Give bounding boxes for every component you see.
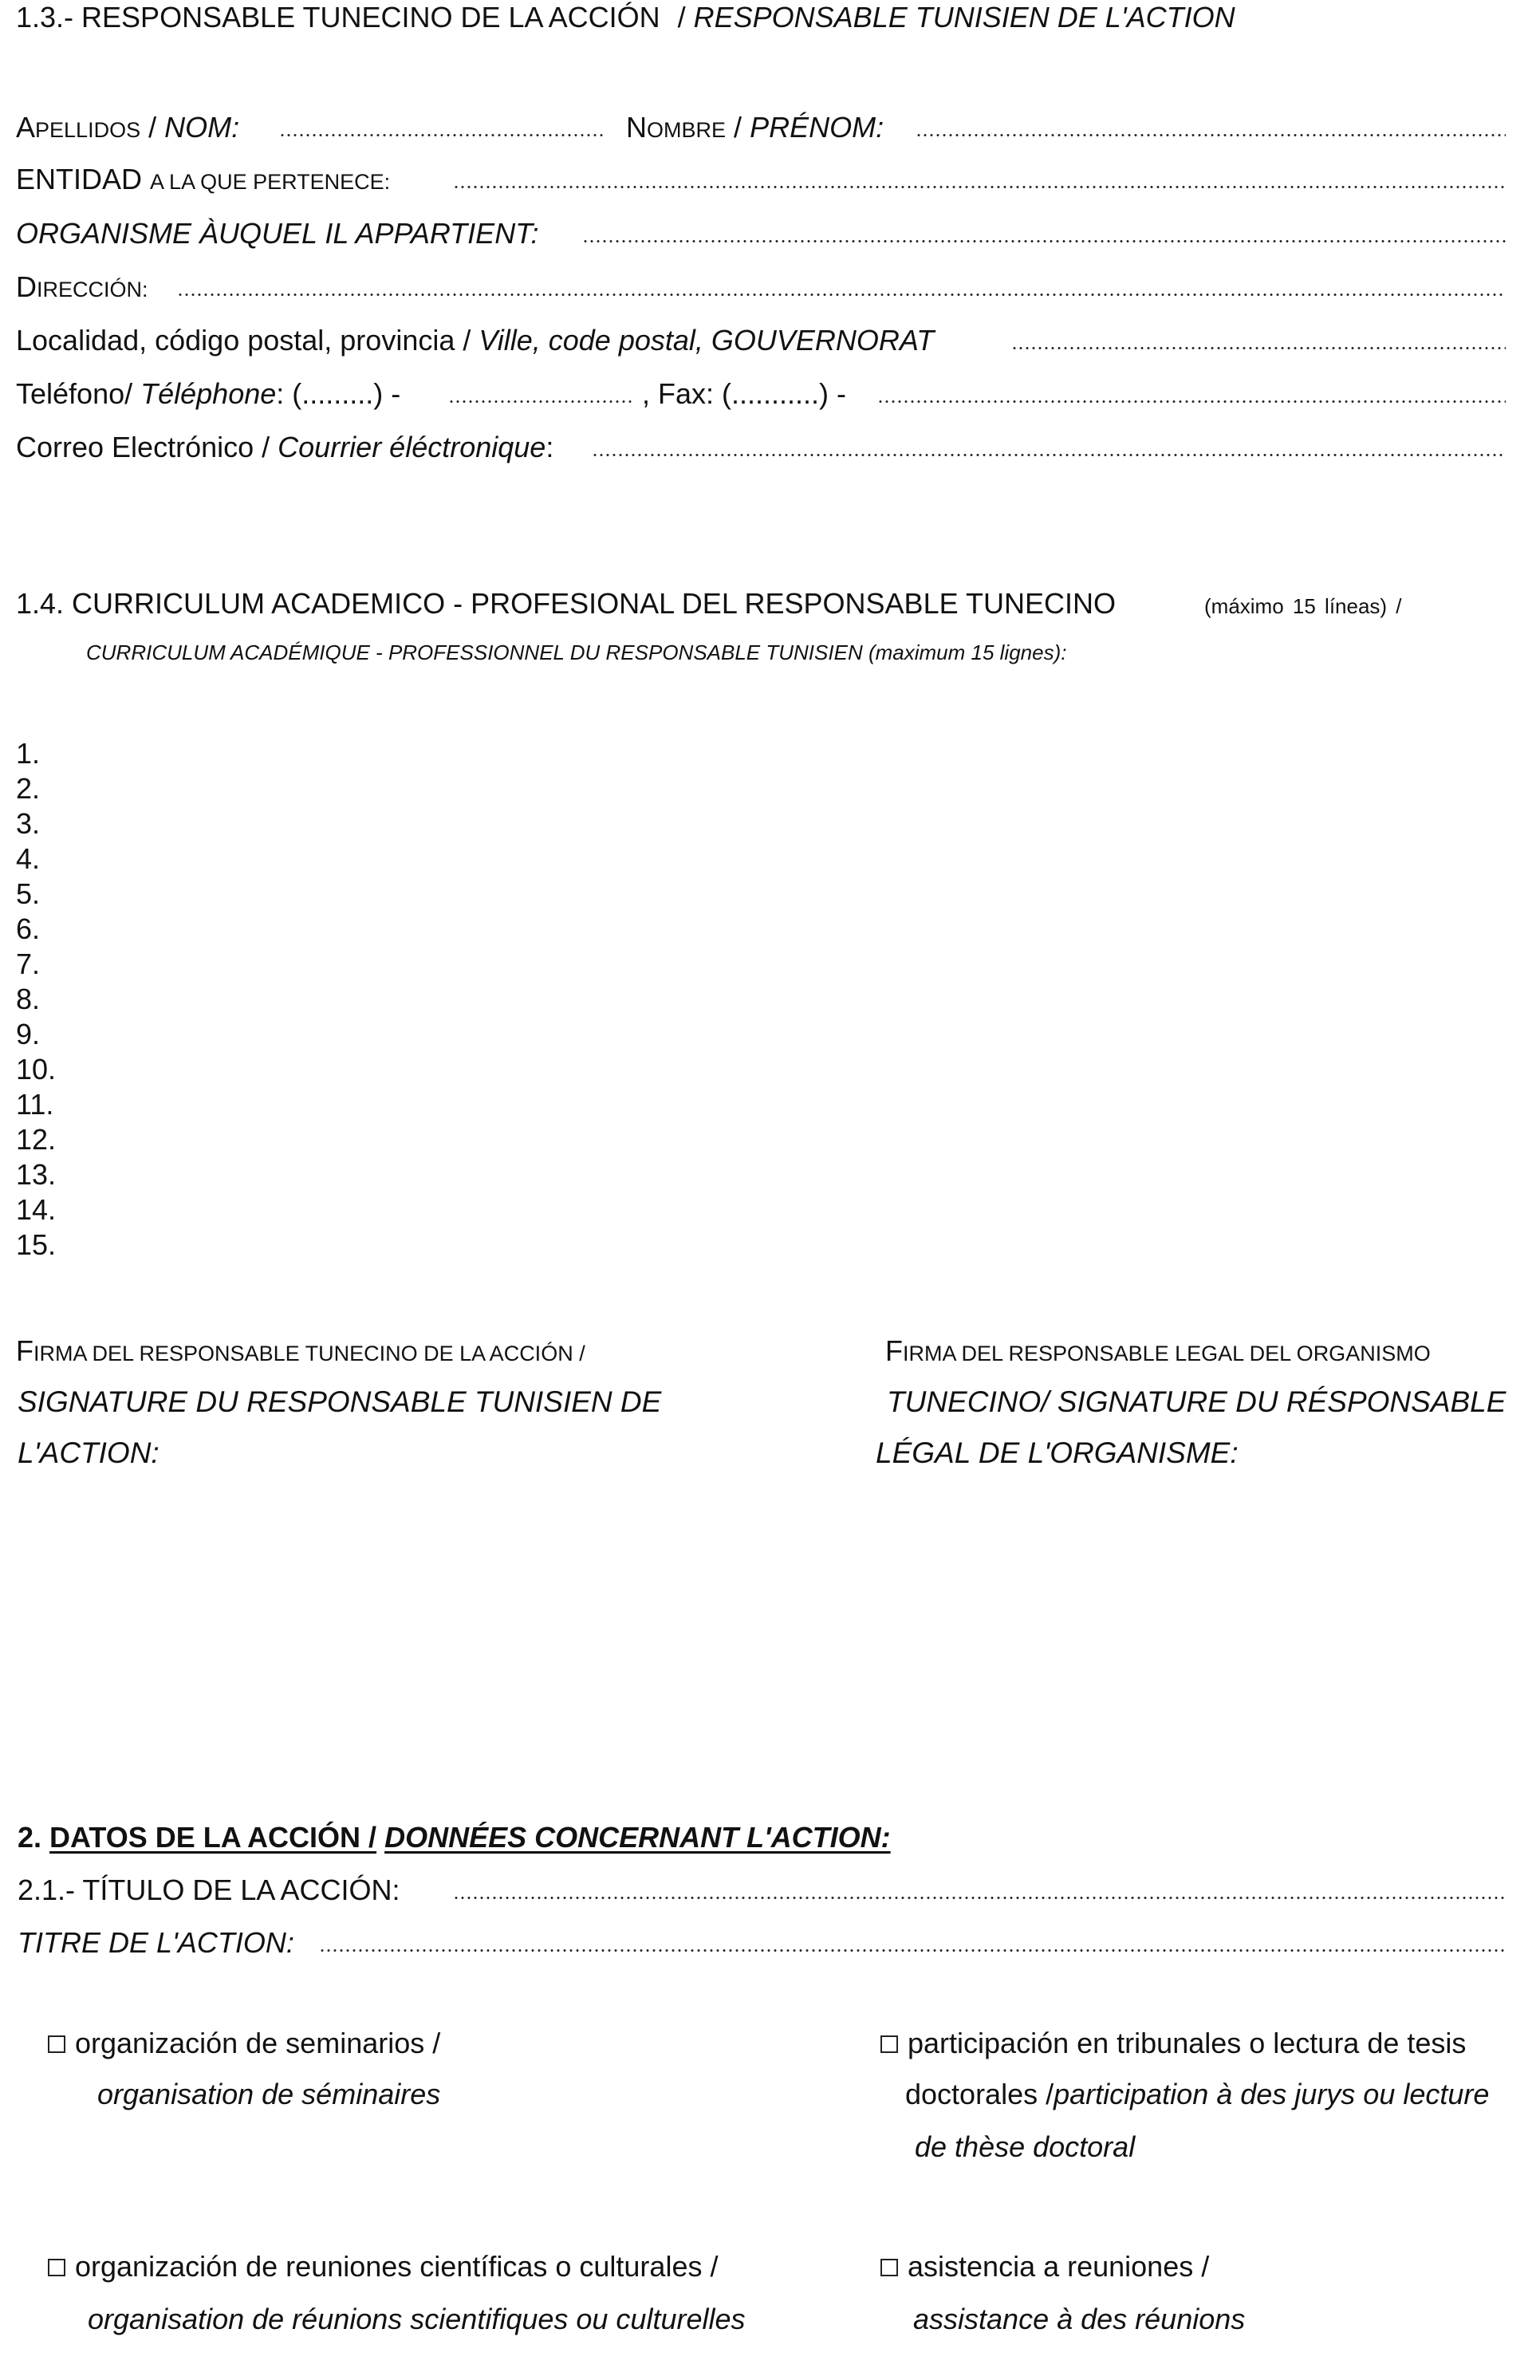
localidad-field[interactable] [1011,347,1506,349]
tribunales-es-2: doctorales / [905,2078,1054,2110]
heading-es: DATOS DE LA ACCIÓN / [49,1821,377,1854]
curriculum-line[interactable]: 13. [16,1158,57,1191]
checkbox-asistencia[interactable] [880,2259,898,2276]
option-reuniones-es: organización de reuniones científicas o culturales / [75,2250,719,2283]
tribunales-fr-2: participation à des jurys ou lecture [1054,2078,1490,2110]
nombre-label [626,110,884,148]
curriculum-line[interactable]: 12. [16,1123,57,1156]
signature-right-fr-1: TUNECINO/ SIGNATURE DU RÉSPONSABLE [887,1385,1507,1418]
curriculum-line[interactable]: 11. [16,1088,54,1121]
option-asistencia-fr: assistance à des réunions [913,2303,1246,2335]
curriculum-line[interactable]: 10. [16,1053,57,1086]
option-tribunales-es: participación en tribunales o lectura de tesis [908,2027,1467,2059]
sig-left-cap: F [16,1334,33,1367]
option-reuniones-fr: organisation de réunions scientifiques ou culturelles [88,2303,746,2335]
slash: / [148,111,157,144]
heading-fr: DONNÉES CONCERNANT L'ACTION: [384,1821,891,1854]
checkbox-seminarios[interactable] [48,2035,65,2053]
curriculum-line[interactable]: 15. [16,1228,57,1261]
fax-label: , Fax: (...........) - [642,377,847,410]
curriculum-line[interactable]: 8. [16,983,41,1015]
localidad-es: Localidad, código postal, provincia / [16,324,471,357]
telefono-field[interactable] [448,400,632,403]
slash: / [734,111,742,144]
fax-field[interactable] [877,400,1506,403]
curriculum-line[interactable]: 5. [16,877,41,910]
curriculum-line[interactable]: 2. [16,772,41,805]
sig-left-rest: IRMA DEL RESPONSABLE TUNECINO DE LA ACCIÓN / [33,1342,585,1365]
signature-right-fr-2: LÉGAL DE L'ORGANISME: [876,1436,1239,1469]
option-tribunales-line3: de thèse doctoral [915,2130,1136,2163]
prenom-label: PRÉNOM: [750,111,884,144]
correo-label: Correo Electrónico / Courrier éléctronique: [16,431,554,463]
organisme-label: ORGANISME ÀUQUEL IL APPARTIENT: [16,217,539,250]
correo-es: Correo Electrónico / [16,431,270,463]
sig-right-cap: F [885,1334,903,1367]
option-tribunales-line2 [905,2077,1489,2112]
direccion-cap: D [16,270,37,303]
sig-right-rest: IRMA DEL RESPONSABLE LEGAL DEL ORGANISMO [903,1342,1431,1365]
entidad-cap: ENTIDAD [16,163,143,195]
entidad-rest: A LA QUE PERTENECE: [150,170,391,194]
direccion-label [16,270,148,307]
telefono-fr: Téléphone [140,377,277,410]
titulo-field[interactable] [453,1897,1506,1899]
organisme-field[interactable] [582,240,1506,242]
checkbox-tribunales[interactable] [880,2035,898,2053]
titre-label: TITRE DE L'ACTION: [18,1926,294,1959]
localidad-fr: Ville, code postal, GOUVERNORAT [479,324,935,357]
curriculum-line[interactable]: 4. [16,842,41,875]
nom-label: NOM: [164,111,240,144]
option-seminarios-es: organización de seminarios / [75,2027,441,2059]
telefono-es: Teléfono/ [16,377,133,410]
direccion-field[interactable] [177,294,1506,296]
curriculum-max-es: (máximo 15 líneas) / [1204,594,1402,618]
curriculum-line[interactable]: 1. [16,737,41,770]
curriculum-line[interactable]: 14. [16,1193,57,1226]
prenom-field[interactable] [916,134,1506,136]
curriculum-list [16,736,56,1263]
apellidos-cap: A [16,111,36,144]
curriculum-line[interactable]: 6. [16,912,41,945]
apellidos-rest: PELLIDOS [35,118,141,142]
checkbox-reuniones-cientificas[interactable] [48,2259,65,2276]
correo-fr: Courrier éléctronique [278,431,546,463]
signature-left-es [16,1334,585,1371]
localidad-label [16,323,934,358]
nom-field[interactable] [279,134,605,136]
nombre-cap: N [626,111,647,144]
section-13-title [16,0,1235,35]
curriculum-line[interactable]: 3. [16,807,41,840]
entidad-field[interactable] [453,186,1506,188]
heading-num: 2. [18,1821,42,1854]
correo-field[interactable] [592,454,1506,456]
curriculum-title-es: 1.4. CURRICULUM ACADEMICO - PROFESIONAL DEL RESPONSABLE TUNECINO [16,587,1116,620]
section-14-title [16,586,1116,621]
entidad-label [16,162,390,199]
signature-right-es [885,1334,1431,1371]
curriculum-line[interactable]: 7. [16,948,41,980]
nombre-rest: OMBRE [647,118,727,142]
section-2-heading [18,1820,891,1855]
signature-left-fr-1: SIGNATURE DU RESPONSABLE TUNISIEN DE [18,1385,662,1418]
titre-field[interactable] [319,1949,1506,1952]
title-separator: / [677,1,686,33]
option-seminarios-fr: organisation de séminaires [97,2078,441,2110]
telefono-paren: : (.........) - [276,377,401,410]
curriculum-line[interactable]: 9. [16,1018,41,1050]
curriculum-title-fr: CURRICULUM ACADÉMIQUE - PROFESSIONNEL DU RESPONSABLE TUNISIEN (maximum 15 lignes): [86,640,1067,664]
apellidos-label [16,110,239,148]
option-asistencia-es: asistencia a reuniones / [908,2250,1210,2283]
telefono-label [16,376,400,412]
title-fr: RESPONSABLE TUNISIEN DE L'ACTION [693,1,1235,33]
title-es: 1.3.- RESPONSABLE TUNECINO DE LA ACCIÓN [16,1,660,33]
direccion-rest: IRECCIÓN: [37,278,148,301]
titulo-label: 2.1.- TÍTULO DE LA ACCIÓN: [18,1874,400,1906]
signature-left-fr-2: L'ACTION: [18,1436,160,1469]
